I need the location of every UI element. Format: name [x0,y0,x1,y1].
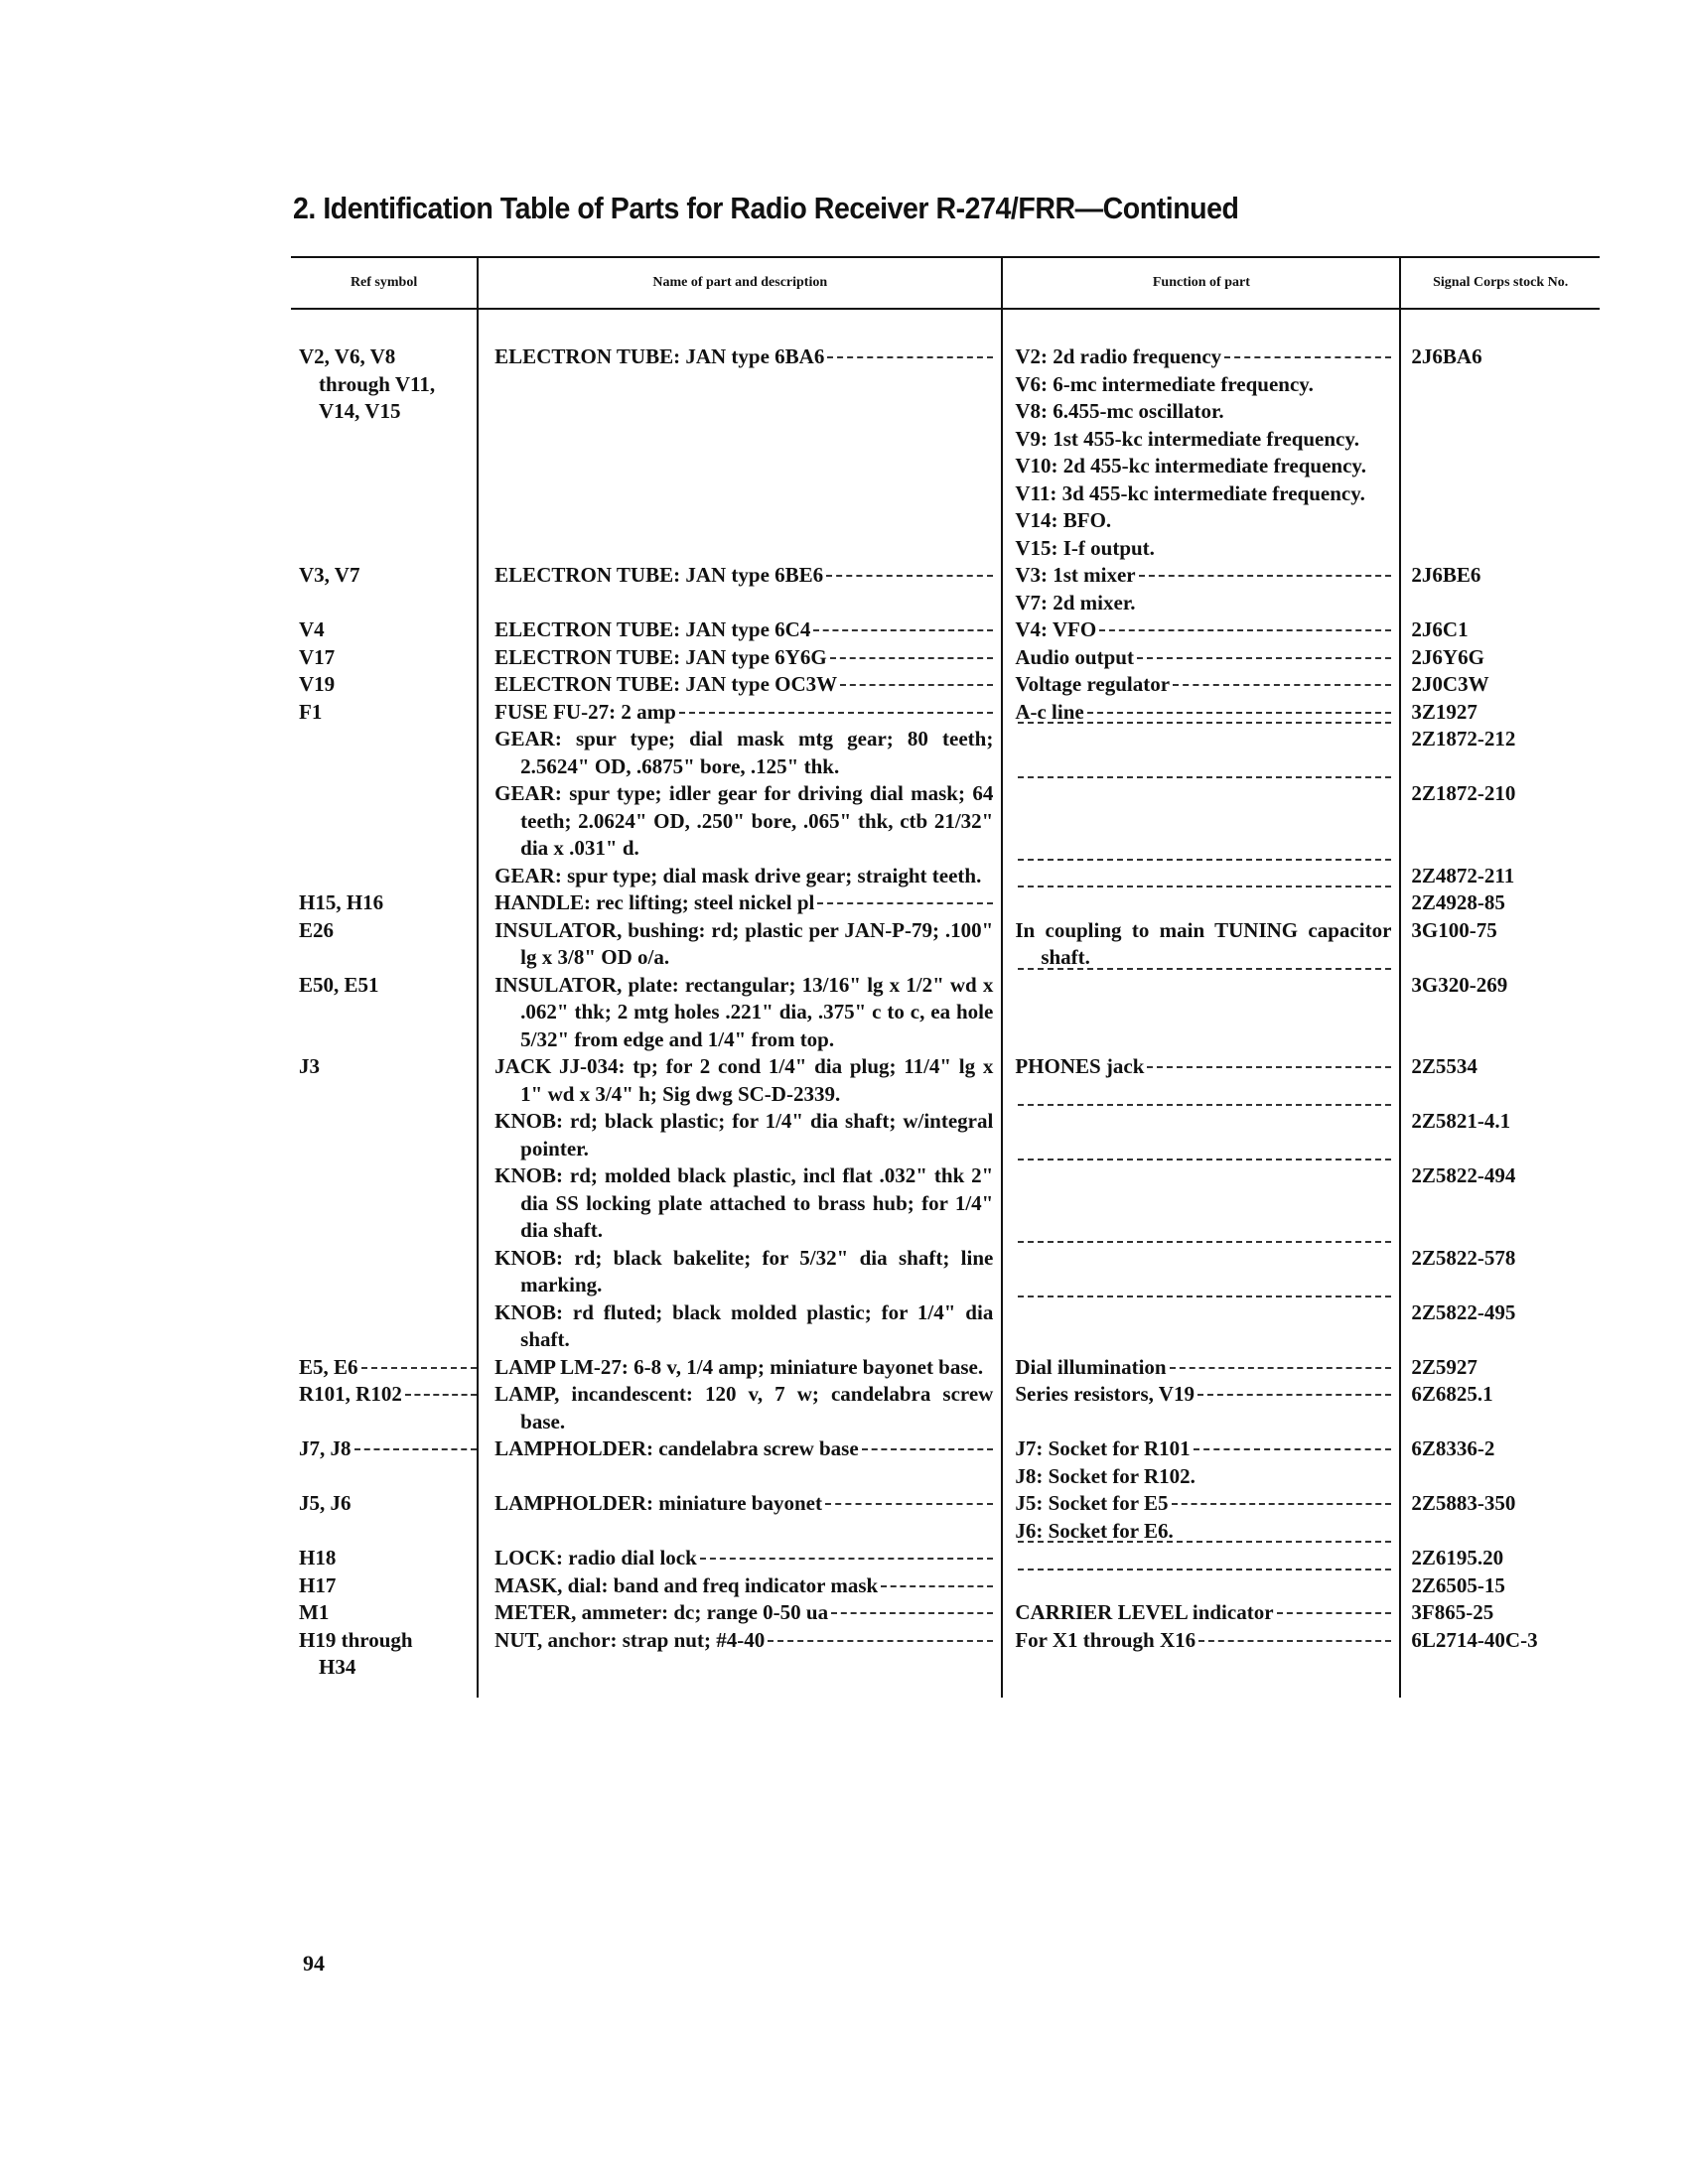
function-line: V11: 3d 455-kc intermediate frequency. [1015,480,1365,505]
part-description [494,1627,993,1655]
ref-symbol: H17 [299,1572,337,1597]
function-line [1015,1299,1391,1302]
dot-leader [1224,355,1391,358]
function-cell [1002,1245,1400,1299]
function-line [1015,562,1391,590]
part-description: LAMP LM-27: 6-8 v, 1/4 amp; miniature bayonet base. [494,1354,984,1379]
ref-symbol-cell [291,1354,478,1382]
stock-number: 2J6BE6 [1400,562,1600,616]
part-description: GEAR: spur type; dial mask drive gear; straight teeth. [494,863,982,887]
stock-number: 2J6BA6 [1400,309,1600,562]
dot-leader [1170,1366,1392,1369]
table-row [291,644,1600,672]
function-line [1015,1435,1391,1463]
dot-leader [1018,721,1391,724]
description-cell [478,726,1002,780]
ref-symbol: E26 [299,917,335,942]
ref-symbol: H15, H16 [299,890,384,914]
description-cell [478,1490,1002,1545]
part-description: KNOB: rd; molded black plastic, incl flat .032" thk 2" dia SS locking plate attached to brass hub; for 1/4" dia shaft. [494,1163,994,1242]
dot-leader [826,574,993,577]
part-description [494,1435,993,1463]
ref-symbol: V19 [299,672,336,696]
ref-symbol-cell [291,726,478,780]
ref-symbol-cell [291,1245,478,1299]
dot-leader [1139,574,1392,577]
ref-symbol: H18 [299,1546,337,1570]
ref-symbol-cell [291,889,478,917]
function-cell [1002,616,1400,644]
function-cell [1002,889,1400,917]
function-line: V10: 2d 455-kc intermediate frequency. [1015,454,1366,478]
header-stock-no: Signal Corps stock No. [1400,257,1600,309]
header-function: Function of part [1002,257,1400,309]
table-row [291,726,1600,780]
function-line-text: Voltage regulator [1015,672,1171,696]
dot-leader [1018,885,1391,887]
table-row [291,972,1600,1054]
part-description: INSULATOR, plate: rectangular; 13/16" lg x 1/2" wd x .062" thk; 2 mtg holes .221" dia, .375" c to c, ea hole 5/32" from edge and 1/4" from top. [494,972,994,1051]
stock-number: 2Z5883-350 [1400,1490,1600,1545]
function-line-text: CARRIER LEVEL indicator [1015,1600,1274,1624]
description-cell [478,917,1002,972]
table-header-row [291,257,1600,309]
ref-symbol-text: J7, J8 [299,1436,352,1460]
function-line-text: V2: 2d radio frequency [1015,344,1222,368]
ref-symbol-cell [291,616,478,644]
ref-symbol-cell [291,1435,478,1490]
stock-number: 2Z1872-210 [1400,780,1600,863]
part-description [494,1572,993,1600]
function-line-text: V4: VFO [1015,617,1097,641]
description-cell [478,1053,1002,1108]
function-line [1015,1545,1391,1548]
ref-symbol: H34 [319,1655,356,1679]
dot-leader [1194,1447,1392,1450]
part-description: KNOB: rd fluted; black molded plastic; for 1/4" dia shaft. [494,1299,994,1351]
function-line-text: J7: Socket for R101 [1015,1436,1191,1460]
part-description-text: MASK, dial: band and freq indicator mask [494,1572,879,1597]
function-line: In coupling to main TUNING capacitor shaft. [1015,917,1392,969]
function-line: V15: I-f output. [1015,535,1155,560]
ref-symbol: J5, J6 [299,1491,352,1515]
table-row [291,1599,1600,1627]
stock-number: 2J6Y6G [1400,644,1600,672]
function-line-text: Series resistors, V19 [1015,1382,1195,1406]
function-line-text: V3: 1st mixer [1015,563,1136,587]
function-cell [1002,1053,1400,1108]
table-row [291,1545,1600,1572]
dot-leader [1018,1158,1391,1160]
function-cell [1002,562,1400,616]
function-line [1015,1381,1391,1409]
function-line-text: PHONES jack [1015,1054,1145,1078]
dot-leader [840,683,993,686]
ref-symbol-cell [291,1627,478,1698]
function-line [1015,1245,1391,1248]
part-description [494,671,993,699]
function-line-text: A-c line [1015,699,1084,724]
table-row [291,699,1600,727]
dot-leader [1198,1639,1391,1642]
stock-number: 6Z8336-2 [1400,1435,1600,1490]
function-line [1015,863,1391,866]
ref-symbol: V4 [299,617,325,641]
table-row [291,671,1600,699]
ref-symbol: F1 [299,699,323,724]
part-description [494,1545,993,1572]
function-cell [1002,1162,1400,1245]
description-cell [478,1162,1002,1245]
part-description-text: HANDLE: rec lifting; steel nickel pl [494,890,815,914]
stock-number: 2J0C3W [1400,671,1600,699]
ref-symbol: V14, V15 [319,399,401,423]
part-description [494,1490,993,1518]
ref-symbol-text: R101, R102 [299,1382,402,1406]
ref-symbol-cell [291,1299,478,1354]
function-line: V6: 6-mc intermediate frequency. [1015,371,1314,396]
part-description-text: ELECTRON TUBE: JAN type 6Y6G [494,644,827,669]
stock-number: 2Z4928-85 [1400,889,1600,917]
description-cell [478,644,1002,672]
stock-number: 2Z5822-494 [1400,1162,1600,1245]
dot-leader [1018,1240,1391,1243]
stock-number: 2Z4872-211 [1400,863,1600,890]
description-cell [478,1381,1002,1435]
parts-table [291,256,1600,1698]
function-cell [1002,644,1400,672]
function-cell [1002,1299,1400,1354]
description-cell [478,1627,1002,1698]
ref-symbol-cell [291,671,478,699]
function-line [1015,972,1391,975]
ref-symbol-text: E5, E6 [299,1354,358,1379]
table-row [291,1245,1600,1299]
function-cell [1002,671,1400,699]
ref-symbol: M1 [299,1600,330,1624]
function-line: V8: 6.455-mc oscillator. [1015,399,1224,423]
part-description-text: ELECTRON TUBE: JAN type OC3W [494,672,838,696]
ref-symbol-cell [291,1490,478,1545]
dot-leader [700,1557,994,1560]
function-line-text: For X1 through X16 [1015,1627,1196,1652]
description-cell [478,1572,1002,1600]
function-cell [1002,1435,1400,1490]
description-cell [478,972,1002,1054]
dot-leader [1087,711,1392,714]
function-cell [1002,917,1400,972]
table-row [291,1299,1600,1354]
stock-number: 2Z5821-4.1 [1400,1108,1600,1162]
function-cell [1002,1381,1400,1435]
dot-leader [1099,628,1391,631]
part-description: GEAR: spur type; idler gear for driving dial mask; 64 teeth; 2.0624" OD, .250" bore, .065" thk, ctb 21/32" dia x .031" d. [494,781,994,860]
dot-leader [881,1584,993,1587]
dot-leader [827,355,993,358]
function-line-text: J5: Socket for E5 [1015,1491,1169,1515]
table-row [291,1572,1600,1600]
table-row [291,562,1600,616]
table-row [291,1108,1600,1162]
function-cell [1002,1627,1400,1698]
part-description [494,562,993,590]
stock-number: 2Z5927 [1400,1354,1600,1382]
stock-number: 3F865-25 [1400,1599,1600,1627]
dot-leader [1147,1065,1391,1068]
description-cell [478,1354,1002,1382]
table-row [291,1162,1600,1245]
dot-leader [1137,656,1391,659]
ref-symbol-cell [291,309,478,562]
description-cell [478,671,1002,699]
stock-number: 3G100-75 [1400,917,1600,972]
function-line: V14: BFO. [1015,508,1112,532]
ref-symbol: V17 [299,644,336,669]
function-cell [1002,1490,1400,1545]
dot-leader [1197,1393,1391,1396]
part-description-text: ELECTRON TUBE: JAN type 6BE6 [494,563,824,587]
table-row [291,616,1600,644]
dot-leader [862,1447,994,1450]
function-line-text: Audio output [1015,644,1134,669]
description-cell [478,863,1002,890]
stock-number: 2Z5822-495 [1400,1299,1600,1354]
part-description: KNOB: rd; black plastic; for 1/4" dia shaft; w/integral pointer. [494,1109,994,1160]
dot-leader [1018,775,1391,778]
function-line [1015,1108,1391,1111]
ref-symbol-cell [291,1162,478,1245]
header-ref-symbol: Ref symbol [291,257,478,309]
dot-leader [1018,1295,1391,1297]
stock-number: 2Z5534 [1400,1053,1600,1108]
page-number: 94 [303,1951,325,1976]
dot-leader [354,1447,478,1450]
part-description [494,644,993,672]
function-line [1015,343,1391,371]
ref-symbol-cell [291,1572,478,1600]
part-description: INSULATOR, bushing: rd; plastic per JAN-P-79; .100" lg x 3/8" OD o/a. [494,917,994,969]
description-cell [478,309,1002,562]
function-line: V7: 2d mixer. [1015,590,1136,614]
ref-symbol-cell [291,1381,478,1435]
part-description-text: ELECTRON TUBE: JAN type 6C4 [494,617,811,641]
function-line [1015,726,1391,729]
dot-leader [679,711,994,714]
dot-leader [1018,1568,1391,1570]
dot-leader [1018,1540,1391,1543]
table-row [291,1354,1600,1382]
part-description [494,889,993,917]
dot-leader [361,1366,478,1369]
table-row [291,1627,1600,1698]
table-row [291,1381,1600,1435]
page-title: 2. Identification Table of Parts for Radio Receiver R-274/FRR—Continued [293,191,1239,225]
ref-symbol-cell [291,863,478,890]
dot-leader [768,1639,993,1642]
function-line [1015,1572,1391,1575]
stock-number: 3Z1927 [1400,699,1600,727]
dot-leader [813,628,993,631]
description-cell [478,1245,1002,1299]
function-line [1015,889,1391,892]
header-name-description: Name of part and description [478,257,1002,309]
stock-number: 6L2714-40C-3 [1400,1627,1600,1698]
ref-symbol-cell [291,917,478,972]
part-description-text: ELECTRON TUBE: JAN type 6BA6 [494,344,825,368]
dot-leader [817,901,993,904]
dot-leader [1277,1611,1392,1614]
dot-leader [825,1502,993,1505]
description-cell [478,616,1002,644]
part-description: LAMP, incandescent: 120 v, 7 w; candelabra screw base. [494,1382,994,1433]
ref-symbol-cell [291,644,478,672]
description-cell [478,1599,1002,1627]
function-cell [1002,726,1400,780]
part-description: KNOB: rd; black bakelite; for 5/32" dia shaft; line marking. [494,1245,994,1297]
stock-number: 3G320-269 [1400,972,1600,1054]
stock-number: 2Z5822-578 [1400,1245,1600,1299]
ref-symbol [299,1435,477,1463]
part-description-text: NUT, anchor: strap nut; #4-40 [494,1627,766,1652]
ref-symbol: V2, V6, V8 [299,344,396,368]
function-cell [1002,1354,1400,1382]
description-cell [478,1545,1002,1572]
dot-leader [405,1393,477,1396]
function-line [1015,1627,1391,1655]
function-line [1015,671,1391,699]
ref-symbol [299,1381,477,1409]
description-cell [478,562,1002,616]
table-row [291,889,1600,917]
part-description [494,343,993,371]
function-cell [1002,1108,1400,1162]
function-cell [1002,1599,1400,1627]
dot-leader [1018,967,1391,970]
table-row [291,1435,1600,1490]
stock-number: 2Z1872-212 [1400,726,1600,780]
description-cell [478,699,1002,727]
table-row [291,780,1600,863]
ref-symbol [299,1354,477,1382]
ref-symbol-cell [291,1599,478,1627]
function-line [1015,1599,1391,1627]
table-row [291,1053,1600,1108]
ref-symbol-cell [291,972,478,1054]
stock-number: 2J6C1 [1400,616,1600,644]
ref-symbol-cell [291,1053,478,1108]
stock-number: 2Z6505-15 [1400,1572,1600,1600]
part-description [494,699,993,727]
dot-leader [1018,858,1391,861]
stock-number: 2Z6195.20 [1400,1545,1600,1572]
ref-symbol-cell [291,562,478,616]
function-cell [1002,780,1400,863]
function-line [1015,1162,1391,1165]
description-cell [478,1108,1002,1162]
function-line: J6: Socket for E6. [1015,1518,1174,1543]
table-row [291,1490,1600,1545]
stock-number: 6Z6825.1 [1400,1381,1600,1435]
ref-symbol-cell [291,1108,478,1162]
dot-leader [1172,1502,1392,1505]
part-description [494,1599,993,1627]
function-line [1015,1053,1391,1081]
part-description [494,616,993,644]
function-cell [1002,972,1400,1054]
function-line-text: Dial illumination [1015,1354,1167,1379]
function-cell [1002,309,1400,562]
table-row [291,917,1600,972]
ref-symbol: V3, V7 [299,563,360,587]
function-line [1015,1490,1391,1518]
table-row [291,309,1600,562]
part-description-text: FUSE FU-27: 2 amp [494,699,676,724]
function-line: J8: Socket for R102. [1015,1463,1196,1488]
ref-symbol-cell [291,780,478,863]
description-cell [478,1299,1002,1354]
dot-leader [831,1611,993,1614]
part-description: GEAR: spur type; dial mask mtg gear; 80 teeth; 2.5624" OD, .6875" bore, .125" thk. [494,727,994,778]
dot-leader [830,656,994,659]
dot-leader [1173,683,1391,686]
part-description-text: LOCK: radio dial lock [494,1546,697,1570]
ref-symbol: through V11, [319,371,436,396]
function-line: V9: 1st 455-kc intermediate frequency. [1015,426,1359,451]
ref-symbol: E50, E51 [299,972,379,997]
function-line [1015,780,1391,783]
description-cell [478,1435,1002,1490]
function-line [1015,1354,1391,1382]
ref-symbol: H19 through [299,1627,413,1652]
description-cell [478,780,1002,863]
dot-leader [1018,1103,1391,1106]
table-row [291,863,1600,890]
part-description: JACK JJ-034: tp; for 2 cond 1/4" dia plug; 11/4" lg x 1" wd x 3/4" h; Sig dwg SC-D-2339. [494,1054,994,1106]
part-description-text: METER, ammeter: dc; range 0-50 ua [494,1600,829,1624]
function-cell [1002,1572,1400,1600]
part-description-text: LAMPHOLDER: candelabra screw base [494,1436,859,1460]
ref-symbol-cell [291,1545,478,1572]
ref-symbol-cell [291,699,478,727]
description-cell [478,889,1002,917]
function-line [1015,644,1391,672]
ref-symbol: J3 [299,1054,320,1078]
part-description-text: LAMPHOLDER: miniature bayonet [494,1491,822,1515]
function-line [1015,616,1391,644]
